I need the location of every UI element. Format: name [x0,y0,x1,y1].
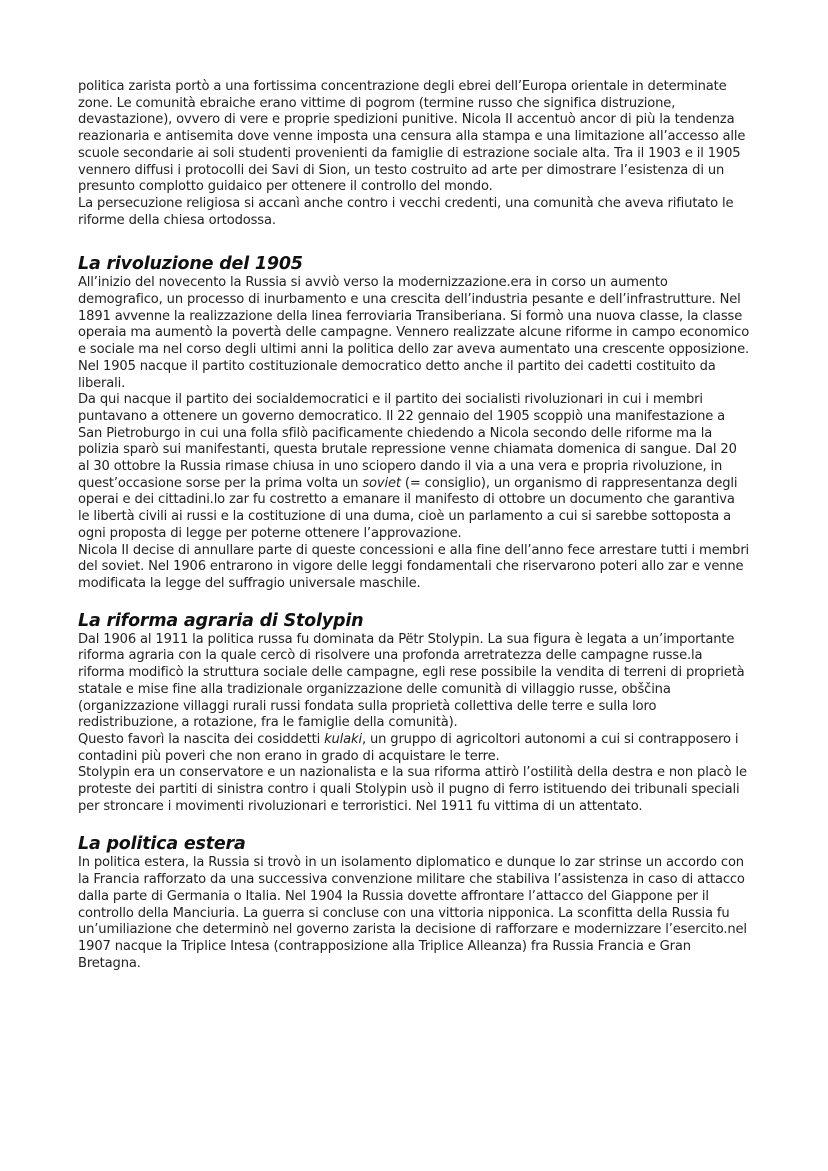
stolypin-paragraph-1: Dal 1906 al 1911 la politica russa fu dominata da Pëtr Stolypin. La sua figura è legata a un’importante riforma agraria con la quale cercò di risolvere una profonda arretratezza delle campagne russe.la riforma modificò la struttura sociale delle campagne, egli rese possibile la vendita di terreni di proprietà statale e mise fine alla tradizionale organizzazione delle comunità di villaggio russe, obščina (organizzazione villaggi rurali russi fondata sulla proprietà collettiva delle terre e sulla loro redistribuzione, a rotazione, fra le famiglie della comunità). [78,631,745,731]
estera-paragraph-1: In politica estera, la Russia si trovò in un isolamento diplomatico e dunque lo zar strinse un accordo con la Francia rafforzato da una successiva convenzione militare che stabiliva l’assistenza in caso di attacco dalla parte di Germania o Italia. Nel 1904 la Russia dovette affrontare l’attacco del Giappone per il controllo della Manciuria. La guerra si concluse con una vittoria nipponica. La sconfitta della Russia fu un’umiliazione che determinò nel governo zarista la decisione di rafforzare e modernizzare l’esercito.nel 1907 nacque la Triplice Intesa (contrapposizione alla Triplice Alleanza) fra Russia Francia e Gran Bretagna. [78,855,747,971]
section-title-rivoluzione: La rivoluzione del 1905 [78,254,303,275]
kulaki-term: kulaki [324,731,362,747]
intro-section [78,79,750,229]
section-rivoluzione-1905 [78,253,750,592]
rivoluzione-p2-text-a: Da qui nacque il partito dei socialdemocratici e il partito dei socialisti rivoluzionari in cui i membri puntavano a ottenere un governo democratico. Il 22 gennaio del 1905 scoppiò una manifestazione a San Pietroburgo in cui una folla sfilò pacificamente chiedendo a Nicola secondo delle riforme ma la polizia sparò sui manifestanti, questa brutale repressione venne chiamata domenica di sangue. Dal 20 al 30 ottobre la Russia rimase chiusa in uno sciopero dando il via a una vera e propria rivoluzione, in quest’occasione sorse per la prima volta un [78,392,737,491]
section-title-stolypin: La riforma agraria di Stolypin [78,610,364,631]
rivoluzione-p2-text-b: (= consiglio), un organismo di rappresentanza degli operai e dei cittadini.lo zar fu costretto a emanare il manifesto di ottobre un documento che garantiva le libertà civili ai russi e la costituzione di una duma, cioè un parlamento a cui si sarebbe sottoposta a ogni proposta di legge per poterne ottenere l’approvazione. [78,475,738,541]
section-title-estera: La politica estera [78,834,246,855]
rivoluzione-paragraph-3: Nicola II decise di annullare parte di queste concessioni e alla fine dell’anno fece arrestare tutti i membri del soviet. Nel 1906 entrarono in vigore delle leggi fondamentali che riservarono poteri allo zar e venne modificata la legge del suffragio universale maschile. [78,542,750,591]
rivoluzione-paragraph-2 [78,392,750,542]
section-politica-estera [78,833,750,972]
stolypin-p2-text-b: , un gruppo di agricoltori autonomi a cui si contrapposero i contadini più poveri che non erano in grado di acquistare le terre. [78,731,739,764]
document-page [78,79,750,972]
stolypin-paragraph-3: Stolypin era un conservatore e un nazionalista e la sua riforma attirò l’ostilità della destra e non placò le proteste dei partiti di sinistra contro i quali Stolypin usò il pugno di ferro istituendo dei tribunali speciali per stroncare i movimenti rivoluzionari e terroristici. Nel 1911 fu vittima di un attentato. [78,765,747,814]
section-riforma-stolypin [78,610,750,816]
stolypin-paragraph-2 [78,732,750,765]
stolypin-p2-text-a: Questo favorì la nascita dei cosiddetti [78,731,325,747]
soviet-term: soviet [362,475,401,491]
intro-paragraph-1: politica zarista portò a una fortissima concentrazione degli ebrei dell’Europa orientale in determinate zone. Le comunità ebraiche erano vittime di pogrom (termine russo che significa distruzione, devastazione), ovvero di vere e proprie spedizioni punitive. Nicola II accentuò ancor di più la tendenza reazionaria e antisemita dove venne imposta una censura alla stampa e una limitazione all’accesso alle scuole secondarie ai soli studenti provenienti da famiglie di estrazione sociale alta. Tra il 1903 e il 1905 vennero diffusi i protocolli dei Savi di Sion, un testo costruito ad arte per dimostrare l’esistenza di un presunto complotto guidaico per ottenere il controllo del mondo. [78,79,746,195]
rivoluzione-paragraph-1: All’inizio del novecento la Russia si avviò verso la modernizzazione.era in corso un aumento demografico, un processo di inurbamento e una crescita dell’industria pesante e dell’infrastrutture. Nel 1891 avvenne la realizzazione della linea ferroviaria Transiberiana. Si formò una nuova classe, la classe operaia ma aumentò la povertà delle campagne. Vennero realizzate alcune riforme in campo economico e sociale ma nel corso degli ultimi anni la politica dello zar aveva aumentato una crescente opposizione. Nel 1905 nacque il partito costituzionale democratico detto anche il partito dei cadetti costituito da liberali. [78,275,750,391]
intro-paragraph-2: La persecuzione religiosa si accanì anche contro i vecchi credenti, una comunità che aveva rifiutato le riforme della chiesa ortodossa. [78,195,734,228]
